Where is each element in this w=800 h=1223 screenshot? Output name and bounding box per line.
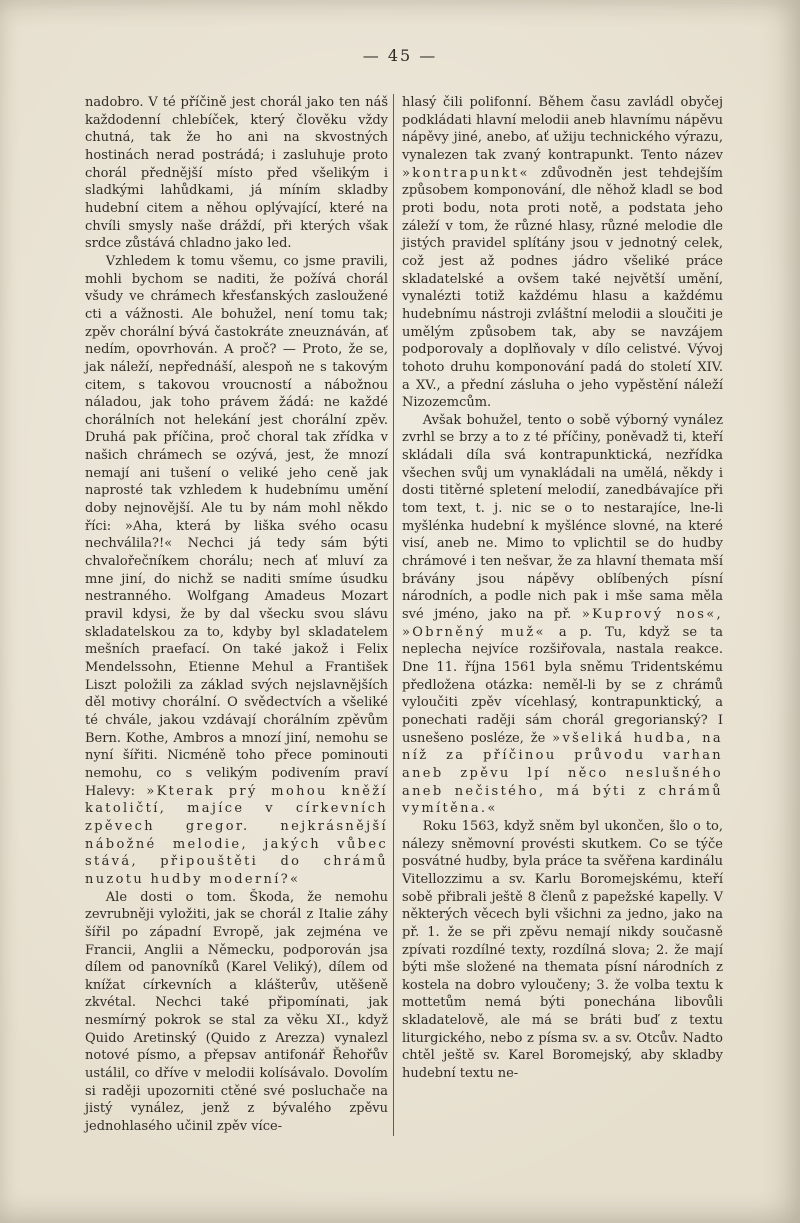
paragraph	[402, 412, 723, 818]
text-segment: Roku 1563, když sněm byl ukončen, šlo o to, nálezy sněmovní provésti skutkem. Co se týče posvátné hudby, byla práce ta svěřena kardinálu Vitellozzimu a sv. Karlu Boromejskému, kteří sobě přibrali ještě 8 členů z papežské kapelly. V některých věcech byli všichni za jedno, jako na př. 1. že se při zpěvu nemají nikdy současně zpívati rozdílné texty, rozdílná slova; 2. že mají býti mše složené na themata písní národních z kostela na dobro vyloučeny; 3. že volba textu k mottetům nemá býti ponechána libovůli skladatelově, ale má se bráti buď z textu liturgického, nebo z písma sv. a sv. Otcův. Nadto chtěl ještě sv. Karel Boromejský, aby skladby hudební textu ne-	[402, 818, 723, 1082]
text-segment: zdůvodněn jest tehdejším způsobem komponování, dle něhož kladl se bod proti bodu, nota proti notě, a podstata jeho záleží v tom, že různé hlasy, různé melodie dle jistých pravidel splítány jsou v jednotný celek, což jest až podnes jádro všeliké práce skladatelské a ovšem také největší umění, vynalézti totiž každému hlasu a každému hudebnímu nástroji zvláštní melodii a sloučiti je umělým způsobem tak, aby se navzájem podporovaly a doplňovaly v dílo celistvé. Vývoj tohoto druhu komponování padá do století XIV. a XV., a přední zásluha o jeho vypěstění náleží Nizozemcům.	[402, 165, 723, 411]
text-segment: Vzhledem k tomu všemu, co jsme pravili, mohli bychom se naditi, že požívá chorál všudy ve chrámech křesťanských zasloužené cti a vážnosti. Ale bohužel, není tomu tak; zpěv chorální bývá častokráte zneuznáván, ať nedím, opovrhován. A proč? — Proto, že se, jak náleží, nepřednáší, alespoň ne s takovým citem, s takovou vroucností a nábožnou náladou, jak toho právem žádá: ne každé chorálních not helekání jest chorální zpěv. Druhá pak příčina, proč choral tak zřídka v našich chrámech se ozývá, jest, že mnozí nemají ani tušení o veliké jeho ceně jak naprosté tak vzhledem k hudebnímu umění doby nejnovější. Ale tu by nám mohl někdo říci: »Aha, která by liška svého ocasu nechválila?!« Nechci já tedy sám býti chvalořečníkem chorálu; nech ať mluví za mne jiní, do nichž se naditi smíme úsudku nestranného. Wolfgang Amadeus Mozart pravil kdysi, že by dal všecku svou slávu skladatelskou za to, kdyby byl skladatelem mešních praefací. On také jakož i Felix Mendelssohn, Etienne Mehul a František Liszt položili za základ svých nejslavnějších děl motivy chorální. O svědectvích a všeliké té chvále, jakou vzdávají chorálním zpěvům Bern. Kothe, Ambros a mnozí jiní, nemohu se nyní šířiti. Nicméně toho přece pominouti nemohu, co s velikým podivením praví Halevy:	[85, 253, 388, 799]
text-segment: hlasý čili polifonní. Během času zavládl obyčej podkládati hlavní melodii aneb hlavnímu nápěvu nápěvy jiné, anebo, ať užiju technického výrazu, vynalezen tak zvaný kontrapunkt. Tento název	[402, 95, 723, 163]
text-segment: a p. Tu, když se ta neplecha nejvíce rozšiřovala, nastala reakce. Dne 11. října 1561 byla sněmu Tridentskému předložena otázka: neměl-li by se z chrámů vyloučiti zpěv vícehlasý, kontrapunktický, a ponechati raději sám chorál gregorianský? I usnešeno posléze, že	[402, 624, 723, 746]
text-segment: Avšak bohužel, tento o sobě výborný vynález zvrhl se brzy a to z té příčiny, poněvadž ti, kteří skládali díla svá kontrapunktická, nezřídka všechen svůj um vynakládali na umělá, někdy i dosti titěrné spletení melodií, zanedbávajíce při tom text, t. j. nic se o to nestarajíce, lne-li myšlénka hudební k myšlénce slovné, na které visí, aneb ne. Mimo to vplichtil se do hudby chrámové i ten nešvar, že za hlavní themata mší brávány jsou nápěvy oblíbených písní národních, a podle nich pak i mše sama měla své jméno, jako na př.	[402, 412, 723, 623]
letterspaced-quote-segment: »kontrapunkt«	[402, 165, 530, 181]
paragraph	[85, 889, 388, 1136]
letterspaced-quote-segment: »všeliká hudba, na níž za příčinou průvodu varhan aneb zpěvu lpí něco neslušného aneb nečistého, má býti z chrámů vymítěna.«	[402, 730, 723, 817]
text-columns	[85, 94, 723, 1136]
left-text-column	[85, 94, 388, 1136]
paragraph	[85, 253, 388, 889]
paragraph	[402, 818, 723, 1083]
letterspaced-quote-segment: »Kterak prý mohou kněží katoličtí, majíce v církevních zpěvech gregor. nejkrásnější nábožné melodie, jakých vůbec stává, připouštěti do chrámů nuzotu hudby moderní?«	[85, 783, 389, 887]
letterspaced-quote-segment: »Kuprový nos«, »Obrněný muž«	[402, 607, 723, 640]
paragraph	[402, 94, 723, 412]
column-divider-rule	[393, 94, 394, 1136]
text-segment: Ale dosti o tom. Škoda, že nemohu zevrubněji vyložiti, jak se chorál z Italie záhy šířil po západní Evropě, jak zejména ve Francii, Anglii a Německu, podporován jsa dílem od panovníků (Karel Veliký), dílem od knížat církevních a klášterův, utěšeně zkvétal. Nechci také připomínati, jak nesmírný pokrok se stal za věku XI., když Quido Aretinský (Quido z Arezza) vynalezl notové písmo, a přepsav antifonář Řehořův ustálil, co dříve v melodii kolísávalo. Dovolím si raději upozorniti ctěné své posluchače na jistý vynález, jenž z bývalého zpěvu jednohlasého učinil zpěv více-	[85, 889, 388, 1135]
right-text-column	[402, 94, 723, 1136]
page-number: — 45 —	[362, 46, 438, 65]
text-segment: nadobro. V té příčině jest chorál jako ten náš každodenní chlebíček, který člověku vždy chutná, tak že ho ani na skvostných hostinách nerad postrádá; i zasluhuje proto chorál přednější místo před všelikým i sladkými lahůdkami, já míním skladby hudební citem a něhou oplývající, které na chvíli smysly naše dráždí, při kterých však srdce zůstává chladno jako led.	[85, 95, 388, 252]
paragraph	[85, 94, 388, 253]
